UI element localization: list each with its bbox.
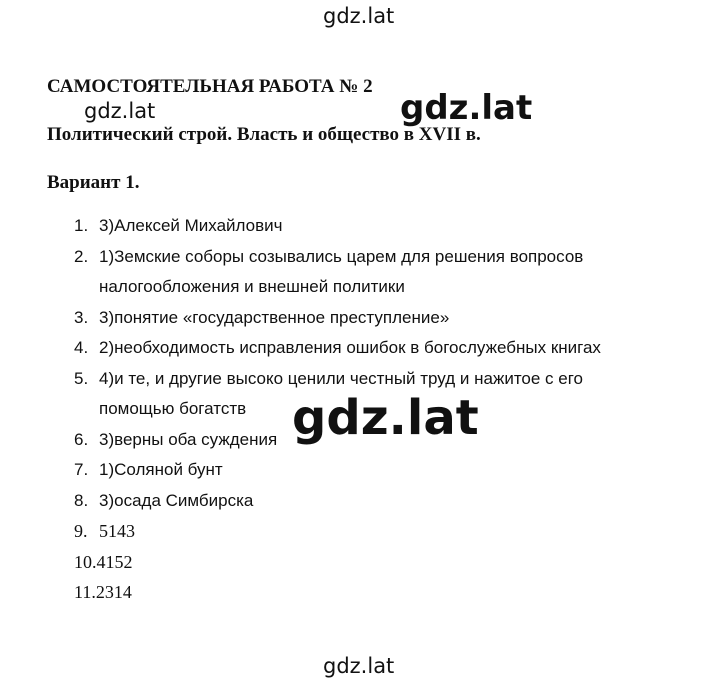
watermark-bottom: gdz.lat: [323, 654, 395, 678]
answer-number: 11.: [74, 582, 96, 602]
watermark-top: gdz.lat: [323, 4, 395, 28]
answer-number: 1.: [74, 216, 89, 235]
variant-heading: Вариант 1.: [47, 172, 140, 193]
answer-item: [74, 516, 704, 547]
answer-text: 4152: [96, 551, 133, 572]
answer-number: 10.: [74, 551, 97, 572]
answer-number: 2.: [74, 246, 89, 266]
answer-item: [74, 486, 704, 517]
answer-text: 3)верны оба суждения: [99, 429, 278, 449]
answer-item: [74, 242, 704, 273]
document-subtitle: Политический строй. Власть и общество в XVII в.: [47, 124, 481, 145]
answer-text: 3)осада Симбирска: [99, 490, 254, 510]
answer-text: 2314: [95, 582, 132, 602]
answer-number: 4.: [74, 338, 89, 357]
answer-item: [74, 455, 704, 486]
answer-number: 9.: [74, 521, 88, 541]
answer-text: 1)Земские соборы созывались царем для решения вопросов: [99, 246, 584, 266]
answer-item: [74, 547, 704, 578]
answer-text: 1)Соляной бунт: [99, 460, 223, 479]
document-title: САМОСТОЯТЕЛЬНАЯ РАБОТА № 2: [47, 76, 373, 97]
answer-number: 6.: [74, 429, 89, 449]
answer-number: 7.: [74, 460, 89, 479]
answer-item: [74, 577, 704, 608]
answer-text: 3)понятие «государственное преступление»: [99, 307, 450, 327]
answer-continuation: налогообложения и внешней политики: [99, 277, 405, 296]
answer-number: 3.: [74, 307, 89, 327]
answer-number: 8.: [74, 490, 89, 510]
answer-item: [74, 303, 704, 334]
watermark-big-center: gdz.lat: [292, 390, 479, 446]
answer-text: 5143: [99, 521, 135, 541]
answer-number: 5.: [74, 368, 89, 388]
watermark-left: gdz.lat: [84, 99, 156, 123]
answer-text: 4)и те, и другие высоко ценили честный труд и нажитое с его: [99, 368, 584, 388]
answer-continuation: помощью богатств: [99, 399, 247, 418]
answer-text: 2)необходимость исправления ошибок в богослужебных книгах: [99, 338, 601, 357]
answer-item: [74, 333, 704, 364]
watermark-bold-right: gdz.lat: [400, 88, 533, 128]
answer-item: [74, 211, 704, 242]
answer-text: 3)Алексей Михайлович: [99, 216, 283, 235]
